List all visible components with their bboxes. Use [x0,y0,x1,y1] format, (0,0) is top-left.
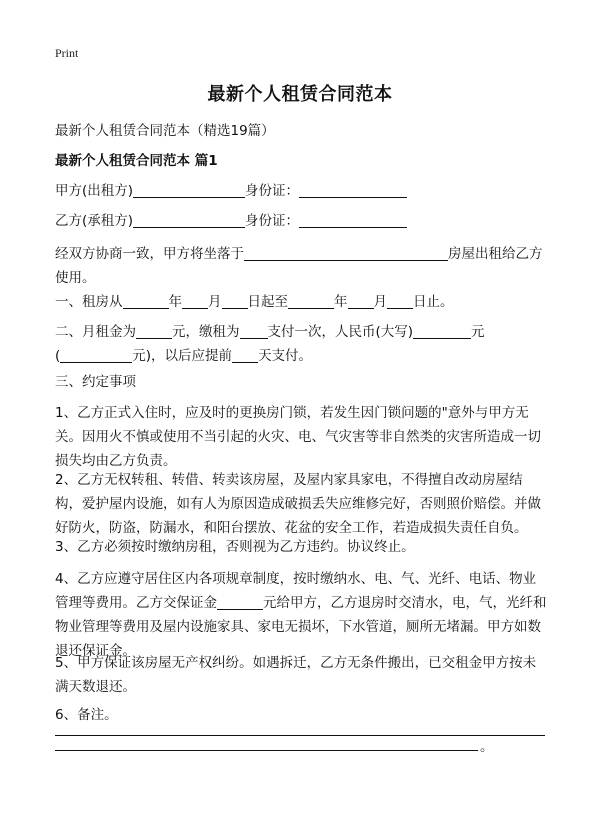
party-a-line [55,179,547,203]
rent-label: 二、月租金为 [55,324,136,340]
party-b-line [55,209,547,233]
start-to-label: 日起至 [247,294,288,310]
start-month-blank [182,292,208,309]
clause-3-heading: 三、约定事项 [55,374,136,390]
rmb-figure-blank [60,346,132,363]
start-year-blank [123,292,169,309]
item-5: 5、甲方保证该房屋无产权纠纷。如遇拆迁，乙方无条件搬出，已交租金甲方按未满天数退还。 [55,655,537,695]
item-4-text-a: 4、乙方应遵守居住区内各项规章制度，按时缴纳水、电、气、光纤、电话、物业管理等费用。乙方交保证金 [55,571,537,611]
intro-clause [55,242,547,290]
item-4-text-b: 元给甲方，乙方退房时交清水，电，气，光纤和物业管理等费用及屋内设施家具、家电无损坏，下水管道，厕所无堵漏。甲方如数退还保证金。 [55,595,547,659]
item-6: 6、备注。 [55,707,118,723]
term-label: 一、租房从 [55,294,123,310]
pay-period-blank [240,322,268,339]
advance-days-blank [232,346,258,363]
item-4 [55,567,547,663]
remarks-line-2 [55,750,478,751]
item-2: 2、乙方无权转租、转借、转卖该房屋，及屋内家具家电，不得擅自改动房屋结构，爱护屋内设施，如有人为原因造成破损丢失应维修完好，否则照价赔偿。并做好防火，防盗，防漏水，和阳台摆放、花盆的安全工作，若造成损失责任自负。 [55,472,541,536]
item-1: 1、乙方正式入住时，应及时的更换房门锁，若发生因门锁问题的"意外与甲方无关。因用火不慎或使用不当引起的火灾、电、气灾害等非自然类的灾害所造成一切损失均由乙方负责。 [55,405,541,469]
party-a-id-blank [299,181,407,198]
property-address-blank [244,244,448,261]
year-unit: 年 [168,294,182,310]
intro-text-c: 使用。 [55,270,96,286]
clause-1-term [55,290,547,314]
rent-amount-blank [136,322,172,339]
end-year-blank [288,292,334,309]
item-3: 3、乙方必须按时缴纳房租，否则视为乙方违约。协议终止。 [55,539,415,555]
end-label: 日止。 [413,294,454,310]
party-a-label: 甲方(出租方) [55,183,134,199]
page-title: 最新个人租赁合同范本 [207,84,393,105]
intro-text-b: 房屋出租给乙方 [448,246,543,262]
rent-unit: 元，缴租为 [172,324,240,340]
rmb-label: 支付一次，人民币(大写) [267,324,414,340]
intro-text-a: 经双方协商一致，甲方将坐落于 [55,246,244,262]
rmb-words-blank [413,322,471,339]
paren-open: ( [55,348,61,364]
party-b-name-blank [133,211,245,228]
month-unit: 月 [373,294,387,310]
end-day-blank [387,292,413,309]
pay-days-label: 天支付。 [258,348,313,364]
party-a-name-blank [133,181,245,198]
year-unit: 年 [334,294,348,310]
deposit-blank [217,593,263,610]
month-unit: 月 [208,294,222,310]
end-month-blank [348,292,374,309]
start-day-blank [222,292,248,309]
party-b-id-label: 身份证： [245,213,300,229]
yuan-unit: 元 [471,324,485,340]
advance-label: 元)，以后应提前 [132,348,233,364]
party-a-id-label: 身份证： [245,183,300,199]
print-link[interactable]: Print [55,46,79,60]
remarks-line-1 [55,735,545,736]
party-b-label: 乙方(承租方) [55,213,134,229]
party-b-id-blank [299,211,407,228]
end-mark: 。 [480,739,494,755]
clause-2-rent [55,320,547,368]
doc-subtitle: 最新个人租赁合同范本（精选19篇） [55,123,275,139]
section-heading: 最新个人租赁合同范本 篇1 [55,153,218,169]
